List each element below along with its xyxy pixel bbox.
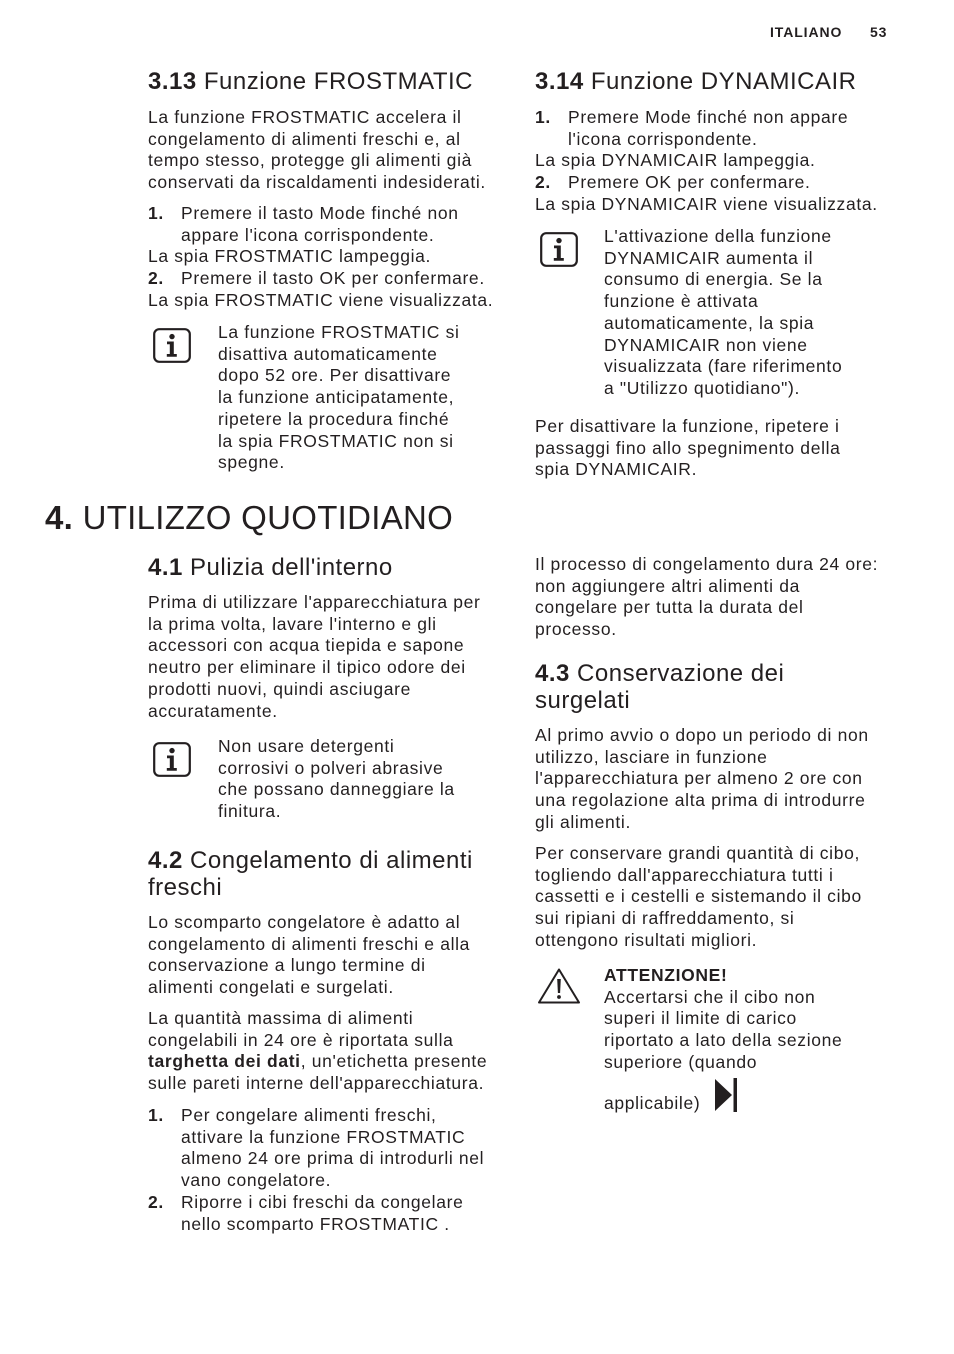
- text-line: La quantità massima di alimenti: [148, 1008, 414, 1028]
- warning-title: ATTENZIONE!: [604, 965, 728, 985]
- step-number: 1.: [148, 1105, 164, 1125]
- text-line: conservazione a lungo termine di: [148, 955, 426, 976]
- text-line: congelabili in 24 ore è riportata sulla: [148, 1029, 454, 1050]
- note-line: visualizzata (fare riferimento: [604, 356, 843, 377]
- info-icon: [153, 742, 191, 777]
- note-line: finitura.: [218, 801, 282, 822]
- intro-paragraph: [148, 107, 486, 194]
- step-number: 1.: [535, 107, 551, 127]
- step-number: 2.: [148, 268, 164, 289]
- text-line: utilizzo, lasciare in funzione: [535, 746, 768, 767]
- text-line: congelamento di alimenti freschi e alla: [148, 933, 471, 954]
- text-line: [148, 1051, 487, 1073]
- steps-list: [148, 203, 493, 312]
- text-line: congelare per tutta la durata del: [535, 597, 804, 618]
- text-line: accuratamente.: [148, 700, 278, 721]
- text-line: gli alimenti.: [535, 811, 631, 832]
- outro-paragraph: [535, 416, 841, 481]
- section-title: Pulizia dell'interno: [190, 554, 393, 581]
- section-heading: [535, 660, 784, 714]
- text-line: prodotti nuovi, quindi asciugare: [148, 678, 412, 699]
- section-heading-line: [535, 660, 784, 687]
- warning-line: applicabile): [604, 1093, 701, 1113]
- text-line: passaggi fino allo spegnimento della: [535, 437, 841, 458]
- note-line: consumo di energia. Se la: [604, 269, 823, 290]
- info-note: [604, 226, 842, 400]
- text-line: Al primo avvio o dopo un periodo di non: [535, 725, 869, 745]
- steps-list: [535, 107, 878, 216]
- note-line: Non usare detergenti: [218, 736, 395, 756]
- step-result: La spia DYNAMICAIR viene visualizzata.: [535, 193, 878, 214]
- step-result: La spia FROSTMATIC viene visualizzata.: [148, 289, 494, 310]
- text-line: tempo stesso, protegge gli alimenti già: [148, 150, 472, 171]
- text-line: La funzione FROSTMATIC accelera il: [148, 107, 462, 127]
- step-number: 2.: [535, 172, 551, 193]
- warning-line: Accertarsi che il cibo non: [604, 986, 816, 1007]
- step-result: La spia DYNAMICAIR lampeggia.: [535, 150, 816, 171]
- paragraph: [535, 843, 862, 952]
- warning-line: riportato a lato della sezione: [604, 1030, 843, 1051]
- step-text-line: appare l'icona corrispondente.: [181, 224, 435, 245]
- note-line: DYNAMICAIR aumenta il: [604, 247, 814, 268]
- text-line: spia DYNAMICAIR.: [535, 459, 698, 480]
- text-line: Prima di utilizzare l'apparecchiatura per: [148, 592, 481, 612]
- text-line: l'apparecchiatura per almeno 2 ore con: [535, 768, 863, 789]
- step-text-line: Per congelare alimenti freschi,: [181, 1105, 437, 1125]
- note-line: La funzione FROSTMATIC si: [218, 322, 460, 342]
- text-line: la prima volta, lavare l'interno e gli: [148, 613, 437, 634]
- section-heading: [148, 847, 473, 901]
- note-line: disattiva automaticamente: [218, 343, 438, 364]
- warning-line: superi il limite di carico: [604, 1008, 797, 1029]
- step-2: [148, 268, 493, 290]
- step-text-line: l'icona corrispondente.: [568, 128, 758, 149]
- intro-paragraph: [148, 912, 470, 999]
- section-number: 3.14: [535, 68, 584, 95]
- info-note: [218, 736, 455, 823]
- section-heading: [148, 554, 393, 581]
- text-line: Per disattivare la funzione, ripetere i: [535, 416, 840, 436]
- section-number: 4.1: [148, 554, 183, 581]
- note-line: la spia FROSTMATIC non si: [218, 430, 454, 451]
- note-line: corrosivi o polveri abrasive: [218, 757, 444, 778]
- step-number: 1.: [148, 203, 164, 223]
- note-line: funzione è attivata: [604, 291, 759, 312]
- step-text-line: attivare la funzione FROSTMATIC: [181, 1126, 466, 1147]
- step-text-line: almeno 24 ore prima di introdurli nel: [181, 1148, 485, 1169]
- step-text-line: Riporre i cibi freschi da congelare: [181, 1191, 464, 1212]
- step-2: [535, 172, 878, 194]
- paragraph: [535, 725, 869, 834]
- step-1: [535, 107, 878, 150]
- duration-paragraph: [535, 554, 878, 641]
- section-title: Funzione DYNAMICAIR: [590, 68, 857, 95]
- rating-plate-term: targhetta dei dati: [148, 1051, 301, 1072]
- note-line: automaticamente, la spia: [604, 312, 815, 333]
- step-text-line: Premere OK per confermare.: [568, 172, 811, 193]
- step-result: La spia FROSTMATIC lampeggia.: [148, 246, 432, 267]
- text-fragment: , un'etichetta presente: [300, 1051, 488, 1072]
- note-line: ripetere la procedura finché: [218, 408, 450, 429]
- warning-line: superiore (quando: [604, 1051, 758, 1072]
- chapter-number: 4.: [45, 499, 74, 536]
- info-icon: [153, 328, 191, 363]
- text-line: non aggiungere altri alimenti da: [535, 575, 800, 596]
- chapter-heading: [45, 498, 453, 538]
- text-line: Lo scomparto congelatore è adatto al: [148, 912, 461, 932]
- warning-note: [604, 965, 842, 1074]
- note-line: la funzione anticipatamente,: [218, 387, 455, 408]
- note-line: che possano danneggiare la: [218, 779, 455, 800]
- text-line: una regolazione alta prima di introdurre: [535, 790, 866, 811]
- step-text-line: vano congelatore.: [181, 1170, 332, 1191]
- step-text-line: Premere Mode finché non appare: [568, 107, 849, 127]
- section-heading: [148, 68, 473, 95]
- text-line: accessori con acqua tiepida e sapone: [148, 635, 465, 656]
- section-title: Congelamento di alimenti: [190, 847, 473, 874]
- page-number: 53: [870, 24, 888, 40]
- text-line: Per conservare grandi quantità di cibo,: [535, 843, 860, 863]
- step-text-line: Premere il tasto OK per confermare.: [181, 268, 485, 289]
- text-line: processo.: [535, 619, 617, 640]
- step-text-line: Premere il tasto Mode finché non: [181, 203, 459, 223]
- text-line: conservati da riscaldamenti indesiderati.: [148, 172, 486, 193]
- step-1: [148, 203, 493, 246]
- section-number: 4.3: [535, 660, 570, 687]
- section-title: Funzione FROSTMATIC: [203, 68, 473, 95]
- text-line: sui ripiani di raffreddamento, si: [535, 908, 795, 929]
- section-title: Conservazione dei: [577, 660, 785, 687]
- section-title-continued: freschi: [148, 874, 223, 901]
- warning-triangle-icon: [537, 967, 581, 1005]
- skip-forward-icon: [714, 1078, 738, 1112]
- text-line: cassetti e i cestelli e sistemando il cibo: [535, 886, 862, 907]
- text-line: togliendo dall'apparecchiatura tutti i: [535, 864, 834, 885]
- step-number: 2.: [148, 1191, 164, 1212]
- header-language: ITALIANO: [770, 24, 843, 40]
- text-line: neutro per eliminare il tipico odore dei: [148, 657, 466, 678]
- step-1: [148, 1105, 484, 1192]
- note-line: a "Utilizzo quotidiano").: [604, 377, 800, 398]
- text-line: congelamento di alimenti freschi e, al: [148, 128, 461, 149]
- section-number: 3.13: [148, 68, 197, 95]
- note-line: DYNAMICAIR non viene: [604, 334, 808, 355]
- note-line: dopo 52 ore. Per disattivare: [218, 365, 452, 386]
- text-line: Il processo di congelamento dura 24 ore:: [535, 554, 879, 574]
- step-text-line: nello scomparto FROSTMATIC .: [181, 1213, 450, 1234]
- section-number: 4.2: [148, 847, 183, 874]
- steps-list: [148, 1105, 484, 1235]
- section-heading: [535, 68, 856, 95]
- text-line: ottengono risultati migliori.: [535, 929, 758, 950]
- note-line: L'attivazione della funzione: [604, 226, 832, 246]
- intro-paragraph: [148, 592, 481, 722]
- text-line: sulle pareti interne dell'apparecchiatura.: [148, 1073, 485, 1094]
- note-line: spegne.: [218, 452, 285, 473]
- text-line: alimenti congelati e surgelati.: [148, 977, 394, 998]
- info-note: [218, 322, 460, 474]
- section-title-continued: surgelati: [535, 687, 631, 714]
- section-heading-line: [148, 847, 473, 874]
- capacity-paragraph: [148, 1008, 487, 1095]
- chapter-title: UTILIZZO QUOTIDIANO: [82, 499, 454, 536]
- step-2: [148, 1192, 484, 1235]
- info-icon: [540, 232, 578, 267]
